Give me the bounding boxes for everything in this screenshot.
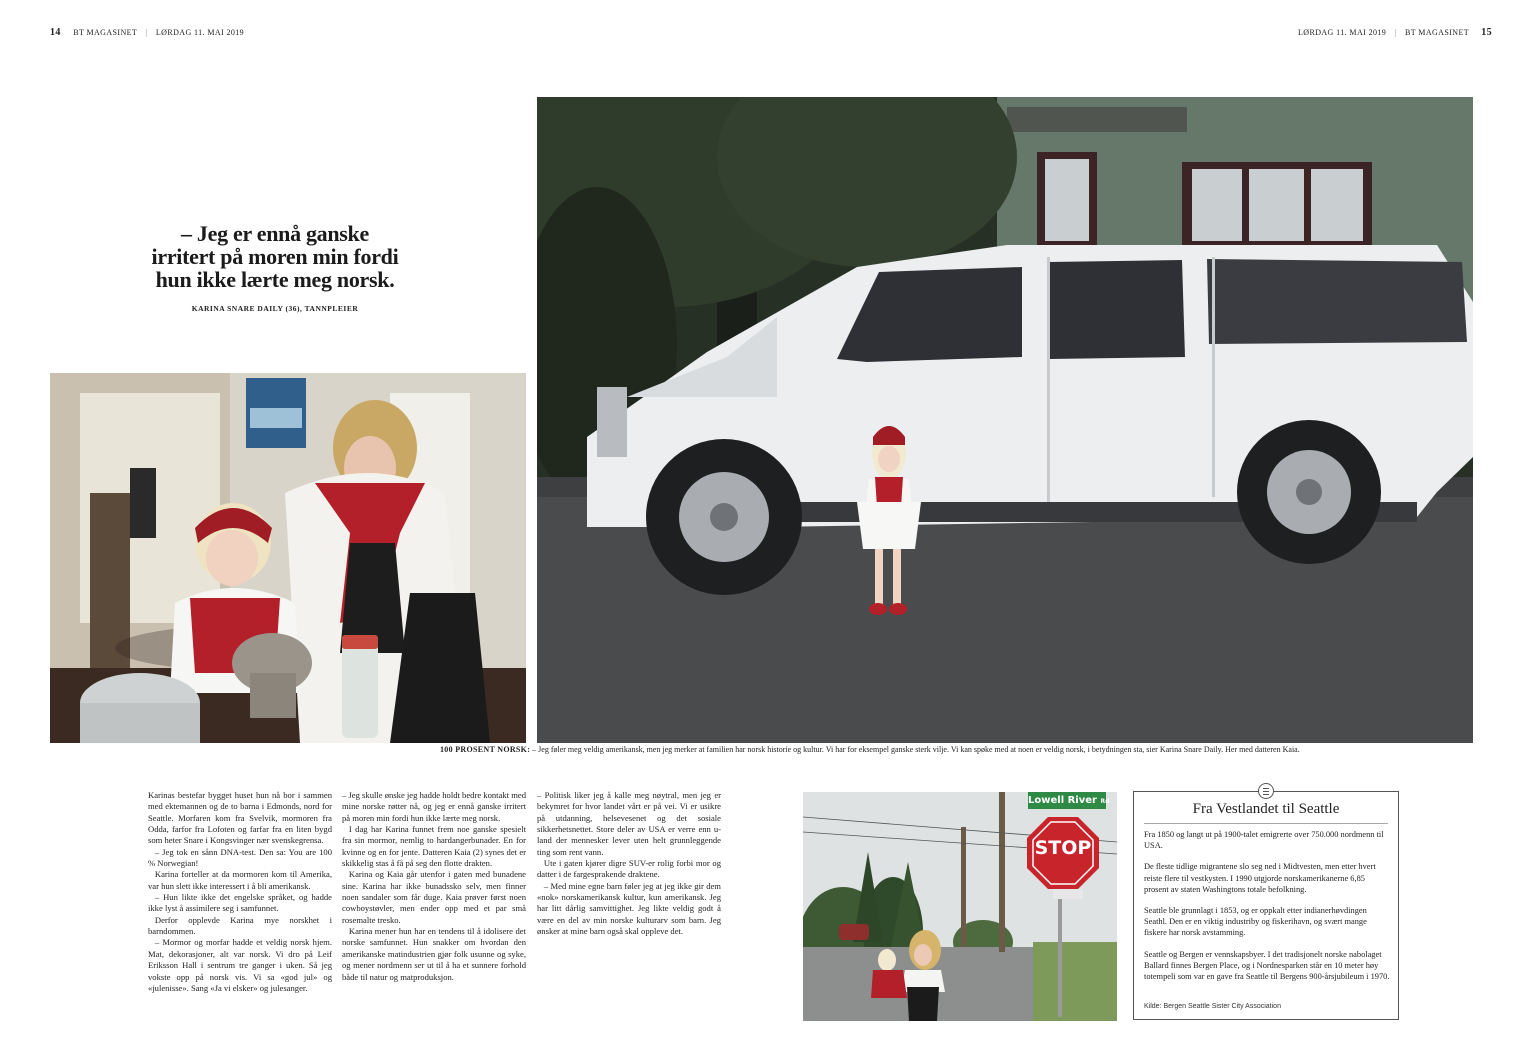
article-paragraph: Karina mener hun har en tendens til å idolisere det norske samfunnet. Hun snakker om hvordan den amerikanske matindustrien gjør folk usunne og syke, og mener nordmenn ser ut til å ha et sunnere forhold både til natur og matproduksjon.: [342, 926, 526, 982]
right-running-header: [1298, 27, 1492, 38]
photo-mother-daughter-kitchen: [50, 373, 526, 743]
article-paragraph: – Med mine egne barn føler jeg at jeg ikke gir dem «nok» norskamerikansk kultur, kun amerikansk. Jeg har litt dårlig samvittighet. Jeg likte veldig godt å være en del av min norske kulturarv som barn. Jeg ønsker at mine barn også skal oppleve det.: [537, 880, 721, 937]
article-paragraph: – Mormor og morfar hadde et veldig norsk hjem. Mat, dekorasjoner, alt var norsk. Vi dro på Leif Eriksson Hall i sentrum tre ganger i uken. Så jeg vokste opp på norsk vis. Vi sa «god jul» og «julenisse». Sang «Ja vi elsker» og julesanger.: [148, 937, 332, 993]
article-paragraph: – Jeg skulle ønske jeg hadde holdt bedre kontakt med mine norske røtter nå, og jeg er ennå ganske irritert på moren min fordi hun ikke lærte meg norsk.: [342, 790, 527, 823]
right-publication: BT MAGASINET: [1405, 28, 1469, 37]
list-icon: [1258, 783, 1274, 799]
fact-box-paragraph: De fleste tidlige migrantene slo seg ned i Midtvesten, men etter hvert reiste flere til vestkysten. I 1990 utgjorde norskamerikanerne 6,85 prosent av staten Washingtons totale befolkning.: [1144, 862, 1376, 894]
left-running-header: [50, 27, 244, 38]
left-page-number: 14: [50, 27, 61, 38]
header-separator: |: [145, 28, 148, 37]
article-paragraph: Derfor opplevde Karina mye norskhet i barndommen.: [148, 914, 332, 937]
fact-box-divider: [1144, 823, 1388, 824]
pull-quote-line: – Jeg er ennå ganske: [181, 221, 369, 246]
photo-street-stop-sign: [803, 792, 1117, 1021]
right-page-number: 15: [1481, 27, 1493, 38]
fact-box-paragraph: Seattle ble grunnlagt i 1853, og er oppkalt etter indianerhøvdingen Seathl. Den er en viktig industriby og fiskerihavn, og svært mange fiskere har norsk avstamming.: [1144, 906, 1367, 938]
fact-box-paragraph: Seattle og Bergen er vennskapsbyer. I det tradisjonelt norske nabolaget Ballard finnes Bergen Place, og i Nordnesparken står en 10 meter høy totempeli som var en gave fra Seattle til Bergens 900-årsjubileum i 1970.: [1144, 949, 1390, 982]
right-date: LØRDAG 11. MAI 2019: [1298, 28, 1387, 37]
street-sign: [1028, 793, 1110, 808]
photo-girl-white-suv: [537, 97, 1473, 743]
article-paragraph: – Jeg tok en sånn DNA-test. Den sa: You are 100 % Norwegian!: [148, 846, 332, 869]
article-column-3: [537, 790, 721, 937]
pull-quote: [130, 222, 420, 291]
left-date: LØRDAG 11. MAI 2019: [155, 28, 245, 37]
article-paragraph: – Politisk liker jeg å kalle meg nøytral, men jeg er bekymret for hvor landet vårt er på vei. Vi er usikre på utdanning, helsevesenet og det sosiale sikkerhetsnettet. Store deler av USA er verre enn u-land der mennesker lever uten helt grunnleggende ting som rent vann.: [537, 790, 721, 857]
article-paragraph: I dag har Karina funnet frem noe ganske spesielt fra sin mormor, nemlig to hardangerbunader. En for kvinne og en for jente. Datteren Kaia (2) synes det er skikkelig stas å få på seg den flotte drakten.: [342, 824, 526, 869]
article-paragraph: Karina og Kaia går utenfor i gaten med bunadene sine. Karina har ikke bunadssko selv, men finner noen sandaler som får duge. Kaia prøver først noen cowboystøvler, men ender opp med et par små rosemalte tresko.: [342, 869, 526, 925]
fact-box-body: [1144, 829, 1390, 992]
caption-text: – Jeg føler meg veldig amerikansk, men jeg merker at familien har norsk historie og kultur. Vi har for eksempel ganske sterk vilje. Vi kan spøke med at noen er veldig norsk, i betydningen sta, sier Karina Snare Daily. Her med datteren Kaia.: [530, 745, 1300, 754]
article-paragraph: Karinas bestefar bygget huset hun nå bor i sammen med ektemannen og de to barna i Edmonds, nord for Seattle. Morfaren kom fra Svelvik, mormoren fra Odda, farfor fra Lofoten og farfar fra en liten bygd som heter Snare i Kongsvinger nær svenskegrensa.: [148, 790, 332, 846]
fact-box: [1133, 791, 1399, 1020]
header-separator: |: [1394, 28, 1397, 37]
pull-quote-line: hun ikke lærte meg norsk.: [155, 267, 395, 292]
fact-box-source: Kilde: Bergen Seattle Sister City Association: [1144, 1003, 1281, 1010]
stop-sign-label: STOP: [1034, 837, 1092, 859]
article-paragraph: Ute i gaten kjører digre SUV-er rolig forbi mor og datter i de fargesprakende draktene.: [537, 858, 721, 880]
article-paragraph: – Hun likte ikke det engelske språket, og hadde ikke lyst å assimilere seg i samfunnet.: [148, 892, 332, 914]
fact-box-paragraph: Fra 1850 og langt ut på 1900-talet emigrerte over 750.000 nordmenn til USA.: [1144, 830, 1384, 851]
fact-box-title: Fra Vestlandet til Seattle: [1192, 801, 1340, 817]
caption-lead: 100 PROSENT NORSK:: [440, 745, 531, 754]
article-column-1: [148, 790, 332, 994]
street-sign-suffix: Rd: [1100, 798, 1110, 805]
article-paragraph: Karina forteller at da mormoren kom til Amerika, var hun slett ikke interessert i å bli amerikansk.: [148, 869, 332, 891]
street-sign-name: Lowell River: [1028, 795, 1097, 806]
left-publication: BT MAGASINET: [73, 28, 138, 37]
pull-quote-byline: KARINA SNARE DAILY (36), TANNPLEIER: [191, 304, 359, 313]
article-column-2: [342, 790, 526, 983]
photo-caption: [440, 745, 1480, 754]
pull-quote-line: irritert på moren min fordi: [151, 244, 399, 269]
